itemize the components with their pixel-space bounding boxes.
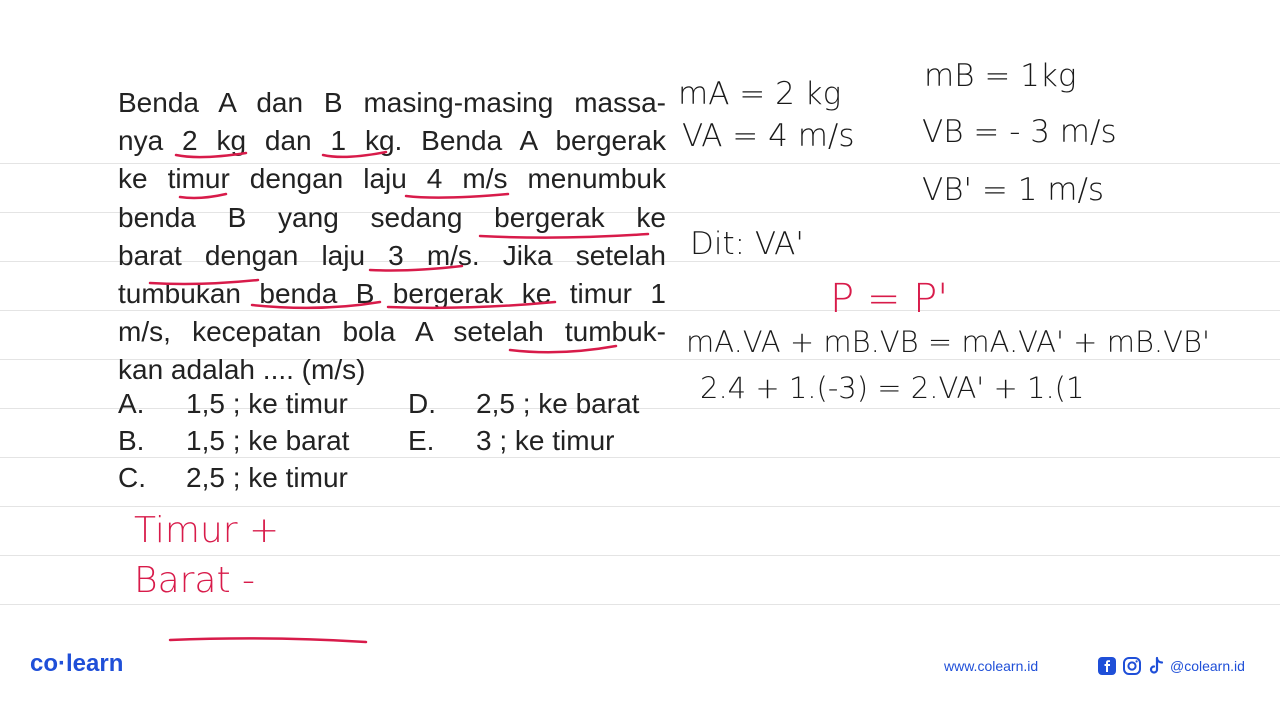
hw-velocity-b: VB = - 3 m/s — [922, 114, 1117, 150]
facebook-icon[interactable] — [1097, 656, 1117, 676]
problem-line: Benda A dan B masing-masing massa- — [118, 87, 666, 118]
website-link[interactable]: www.colearn.id — [944, 658, 1039, 674]
problem-line: m/s, kecepatan bola A setelah tumbuk- — [118, 316, 666, 348]
hw-velocity-b-after: VB' = 1 m/s — [922, 172, 1105, 208]
option-letter: B. — [118, 425, 145, 456]
underline-bottom — [170, 638, 366, 642]
hw-velocity-a: VA = 4 m/s — [682, 118, 855, 154]
underline-1kg — [323, 152, 386, 157]
tiktok-icon[interactable] — [1146, 656, 1166, 676]
social-handle[interactable]: @colearn.id — [1170, 658, 1245, 674]
handwriting-ink — [678, 58, 1210, 405]
problem-line: ke timur dengan laju 4 m/s menumbuk — [118, 163, 666, 195]
underline-4ms — [406, 194, 508, 198]
problem-line: kan adalah .... (m/s) — [118, 354, 366, 386]
underline-tumbuk — [510, 346, 616, 352]
option-letter: C. — [118, 462, 146, 493]
option-letter: A. — [118, 388, 145, 419]
problem-line: benda B yang sedang bergerak ke — [118, 201, 666, 233]
option-text: 1,5 ; ke timur — [186, 388, 348, 419]
option-letter: D. — [408, 388, 436, 419]
underline-2kg — [176, 153, 246, 157]
hw-mass-b: mB = 1kg — [924, 58, 1077, 94]
option-text: 2,5 ; ke barat — [476, 388, 640, 419]
colearn-logo: co·learn — [30, 650, 124, 677]
hw-momentum-equation: mA.VA + mB.VB = mA.VA' + mB.VB' — [686, 325, 1210, 359]
option-text: 3 ; ke timur — [476, 425, 615, 456]
option-text: 2,5 ; ke timur — [186, 462, 348, 493]
problem-line: barat dengan laju 3 m/s. Jika setelah — [118, 239, 666, 271]
option-text: 1,5 ; ke barat — [186, 425, 350, 456]
underline-bendab — [252, 302, 380, 308]
underline-bergerak-2 — [388, 302, 555, 308]
hw-barat-sign: Barat - — [134, 560, 256, 601]
hw-dit: Dit: VA' — [690, 226, 804, 262]
hw-momentum-conservation: P = P' — [830, 276, 949, 322]
underline-tumbukan — [150, 280, 258, 284]
option-letter: E. — [408, 425, 435, 456]
hw-timur-sign: Timur + — [134, 510, 280, 551]
hw-substitution: 2.4 + 1.(-3) = 2.VA' + 1.(1 — [700, 371, 1085, 405]
problem-line: tumbukan benda B bergerak ke timur 1 — [118, 278, 666, 310]
hw-mass-a: mA = 2 kg — [678, 76, 842, 112]
problem-line: nya 2 kg dan 1 kg. Benda A bergerak — [118, 125, 666, 157]
underline-3ms — [370, 266, 462, 271]
underline-bergerak — [480, 234, 648, 238]
instagram-icon[interactable] — [1122, 656, 1142, 676]
underline-timur — [180, 194, 226, 198]
